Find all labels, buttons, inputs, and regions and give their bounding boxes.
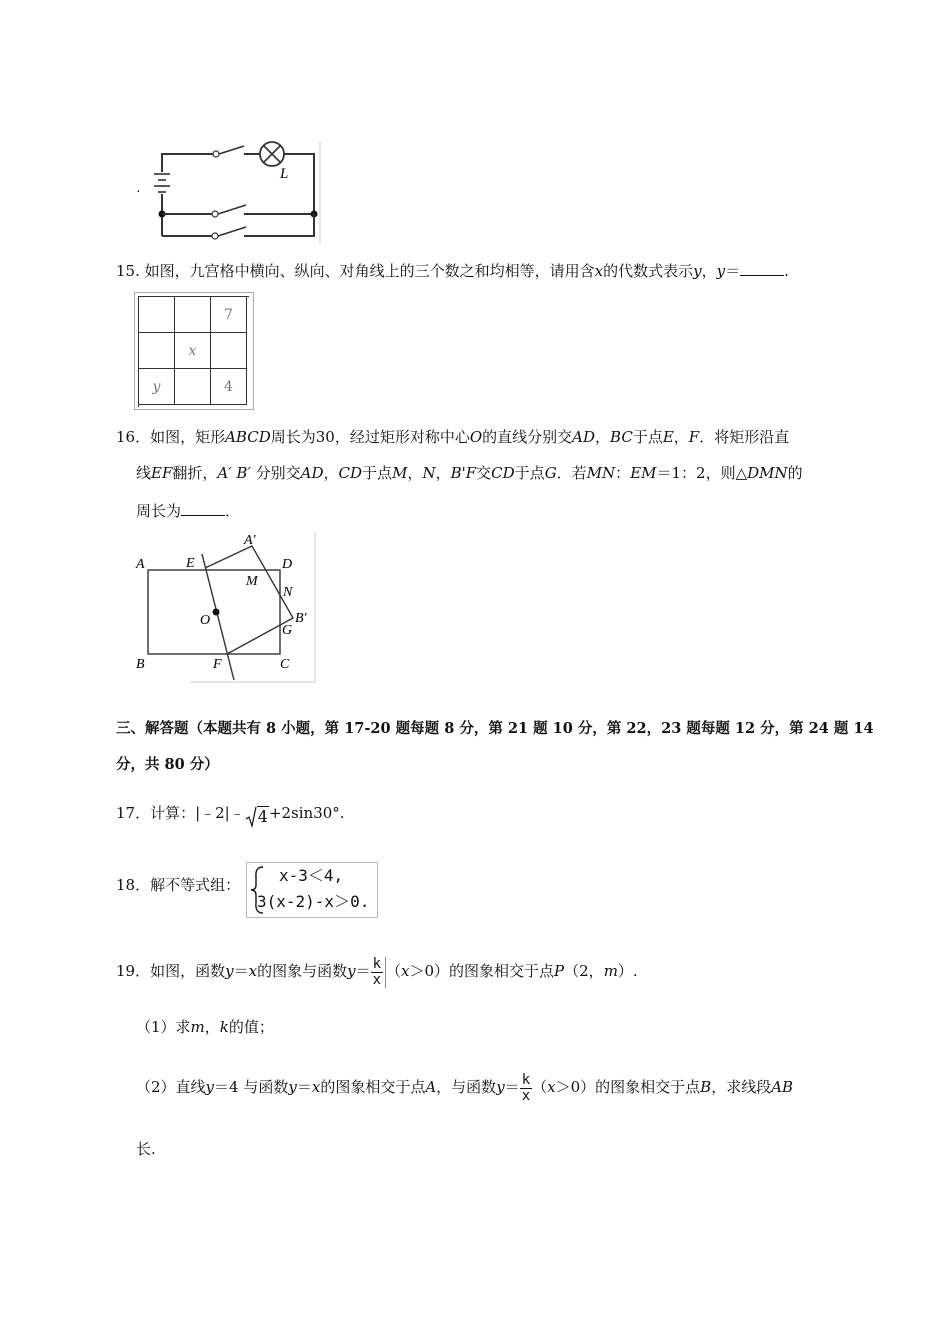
label-B: B <box>136 657 145 672</box>
grid-cell <box>175 369 211 405</box>
inequality-2: 3(x-2)-x＞0. <box>257 892 370 911</box>
q15-text: 15. 如图，九宫格中横向、纵向、对角线上的三个数之和均相等，请用含x的代数式表示y，y＝ . <box>116 262 789 280</box>
label-N: N <box>283 585 293 600</box>
q16-line2: 线EF翻折，A′ B′ 分别交AD，CD于点M，N，B'F交CD于点G．若MN：EM＝1：2，则△DMN的 <box>136 464 803 482</box>
label-F: F <box>213 657 222 672</box>
q19-part2-end: 长. <box>136 1140 156 1158</box>
grid-cell <box>175 297 211 333</box>
circuit-diagram <box>134 138 324 248</box>
grid-cell: 4 <box>211 369 247 405</box>
section3-heading-line2: 分，共 80 分） <box>116 756 219 773</box>
grid-cell <box>139 297 175 333</box>
label-B-prime: B′ <box>295 611 307 626</box>
section3-heading-line1: 三、解答题（本题共有 8 小题，第 17-20 题每题 8 分，第 21 题 10 分，第 22，23 题每题 12 分，第 24 题 14 <box>116 720 874 737</box>
inequality-1: x-3＜4, <box>279 866 344 885</box>
q16-line1: 16．如图，矩形ABCD周长为30，经过矩形对称中心O的直线分别交AD，BC于点E，F．将矩形沿直 <box>116 428 790 446</box>
label-O: O <box>200 613 211 628</box>
sqrt-symbol: 4 <box>245 806 269 828</box>
grid-cell: x <box>175 333 211 369</box>
grid-cell <box>139 333 175 369</box>
q19-part1: （1）求m，k的值； <box>136 1018 274 1036</box>
q19-text: 19．如图，函数y＝x的图象与函数y＝ $\frac{k}{x}$ （x＞0）的图象相交于点P（2，m）. <box>116 955 638 988</box>
q16-line3: 周长为 ． <box>136 502 241 520</box>
fraction-k-over-x: $\frac{k}{x}$ <box>371 957 386 988</box>
fraction-k-over-x: $\frac{k}{x}$ <box>521 1071 531 1104</box>
answer-blank <box>740 261 784 276</box>
circuit-dot: · <box>136 185 141 200</box>
q18-text: 18．解不等式组： <box>116 876 241 894</box>
answer-blank <box>181 501 225 516</box>
grid-cell <box>211 333 247 369</box>
nine-grid <box>134 292 254 410</box>
grid-cell: y <box>139 369 175 405</box>
label-C: C <box>280 657 290 672</box>
inequality-system <box>246 862 378 918</box>
q19-part2: （2）直线y＝4 与函数y＝x的图象相交于点A，与函数y＝ $\frac{k}{x}$ （x＞0）的图象相交于点B，求线段AB <box>136 1071 794 1104</box>
label-D: D <box>282 557 293 572</box>
label-A-prime: A′ <box>244 533 256 548</box>
label-E: E <box>186 556 195 571</box>
label-G: G <box>282 623 293 638</box>
label-A: A <box>136 557 145 572</box>
lamp-label: L <box>280 166 289 182</box>
label-M: M <box>246 574 258 589</box>
rectangle-fold-figure <box>130 530 318 686</box>
q17-text: 17．计算：|﹣2|﹣ 4+2sin30°. <box>116 804 345 826</box>
grid-cell: 7 <box>211 297 247 333</box>
